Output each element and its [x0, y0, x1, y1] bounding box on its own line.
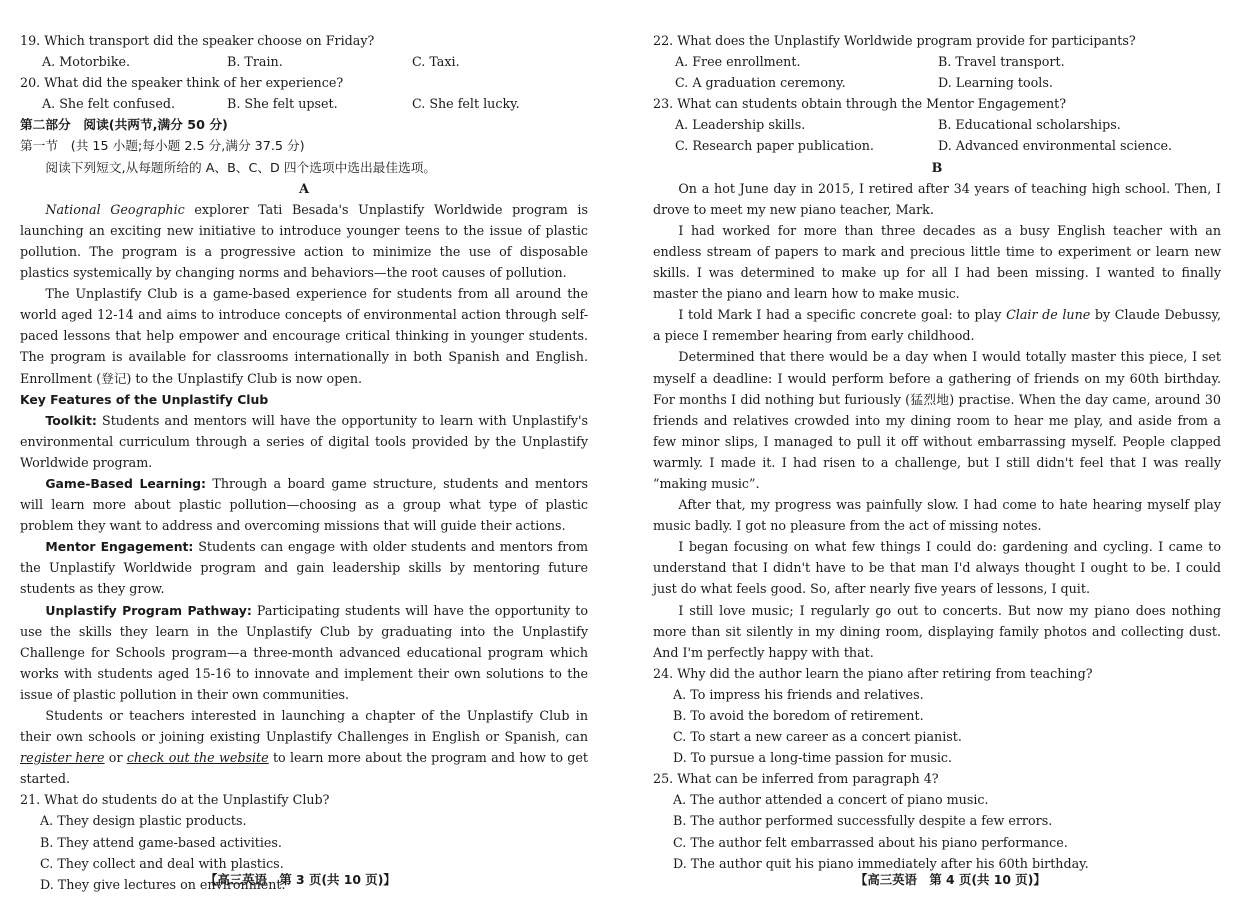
- question-22-options-row-2: [653, 72, 1221, 93]
- feature-text: Participating students will have the opportunity to use the skills they learn in the Unplastify Club by graduating into the Unplastify Challenge for Schools program—a three-month advanced educational program which works with students aged 15-16 to innovate and implement their own solutions to the issue of plastic pollution in their own communities.: [20, 602, 588, 702]
- passage-a-paragraph-1: [20, 199, 588, 283]
- question-22-options-row-1: [653, 51, 1221, 72]
- right-page: [653, 30, 1221, 874]
- paragraph-text: I told Mark I had a specific concrete goal: to play: [678, 307, 1007, 323]
- option-d: D. Advanced environmental science.: [938, 138, 1172, 154]
- key-features-heading: Key Features of the Unplastify Club: [20, 391, 269, 407]
- feature-game-based-learning: [20, 473, 588, 536]
- option-c: C. She felt lucky.: [412, 96, 520, 112]
- closing-text: to learn more about the program and how to get started.: [20, 750, 588, 787]
- register-here-link[interactable]: register here: [20, 750, 105, 766]
- question-23-options-row-1: [653, 114, 1221, 135]
- passage-a-label: A: [299, 180, 309, 196]
- option-a: A. The author attended a concert of piano music.: [673, 792, 989, 808]
- option-d: D. Learning tools.: [938, 75, 1053, 91]
- option-c: C. To start a new career as a concert pianist.: [673, 729, 962, 745]
- question-20-stem: 20. What did the speaker think of her experience?: [20, 75, 344, 91]
- left-page: [20, 30, 588, 895]
- question-19-stem: 19. Which transport did the speaker choose on Friday?: [20, 33, 375, 48]
- question-21-stem: 21. What do students do at the Unplastify Club?: [20, 792, 330, 808]
- feature-program-pathway: [20, 600, 588, 705]
- question-22-stem: 22. What does the Unplastify Worldwide program provide for participants?: [653, 33, 1136, 48]
- feature-toolkit: [20, 410, 588, 473]
- feature-text: Students and mentors will have the opportunity to learn with Unplastify's environmental curriculum through a series of digital tools provided by the Unplastify Worldwide program.: [20, 412, 588, 470]
- feature-label: Unplastify Program Pathway:: [45, 602, 252, 618]
- option-d: D. The author quit his piano immediately after his 60th birthday.: [673, 855, 1089, 871]
- passage-b-label: B: [931, 159, 943, 175]
- paragraph-text: explorer Tati Besada's Unplastify Worldwide program is launching an exciting new initiative to introduce younger teens to the issue of plastic pollution. The program is a progressive action to minimize the use of disposable plastics systemically by changing norms and behaviors—the root causes of pollution.: [20, 201, 588, 281]
- option-c: C. A graduation ceremony.: [675, 75, 846, 91]
- option-b: B. The author performed successfully despite a few errors.: [673, 813, 1053, 829]
- option-c: C. The author felt embarrassed about his piano performance.: [673, 834, 1068, 850]
- option-a: A. Leadership skills.: [675, 117, 806, 133]
- feature-label: Toolkit:: [45, 412, 97, 428]
- section-one-heading: 第一节 (共 15 小题;每小题 2.5 分,满分 37.5 分): [20, 138, 305, 154]
- option-b: B. Train.: [227, 54, 283, 70]
- part-two-heading: 第二部分 阅读(共两节,满分 50 分): [20, 117, 228, 133]
- option-a: A. Free enrollment.: [675, 54, 801, 70]
- question-23-stem: 23. What can students obtain through the Mentor Engagement?: [653, 96, 1067, 112]
- option-b: B. She felt upset.: [227, 96, 338, 112]
- option-b: B. Educational scholarships.: [938, 117, 1121, 133]
- option-b: B. They attend game-based activities.: [40, 834, 282, 850]
- song-title: Clair de lune: [1006, 307, 1091, 323]
- feature-text: Through a board game structure, students and mentors will learn more about plastic pollution—choosing as a group what type of plastic problem they want to address and overcoming missions that will guide their actions.: [20, 475, 588, 534]
- feature-label: Mentor Engagement:: [45, 539, 194, 555]
- option-d: D. They give lectures on environment.: [40, 876, 286, 892]
- option-a: A. To impress his friends and relatives.: [673, 686, 924, 702]
- option-a: A. They design plastic products.: [40, 813, 247, 829]
- reading-instruction: 阅读下列短文,从每题所给的 A、B、C、D 四个选项中选出最佳选项。: [45, 159, 437, 175]
- option-a: A. She felt confused.: [42, 96, 175, 112]
- question-25-stem: 25. What can be inferred from paragraph 4?: [653, 771, 939, 787]
- passage-b-paragraph-3: [653, 304, 1221, 346]
- option-a: A. Motorbike.: [42, 54, 131, 70]
- passage-a-paragraph-2: The Unplastify Club is a game-based experience for students from all around the world aged 12-14 and aims to introduce concepts of environmental action through self-paced lessons that help empower and encourage critical thinking in younger students. The program is available for classrooms internationally in both Spanish and English. Enrollment (登记) to the Unplastify Club is now open.: [20, 286, 588, 386]
- website-link[interactable]: check out the website: [126, 750, 269, 766]
- paragraph-text: by Claude Debussy, a piece I remember hearing from early childhood.: [653, 307, 1221, 344]
- option-c: C. Taxi.: [412, 54, 460, 70]
- option-b: B. To avoid the boredom of retirement.: [673, 708, 924, 723]
- closing-text: Students or teachers interested in launching a chapter of the Unplastify Club in their own schools or joining existing Unplastify Challenges in English or Spanish, can: [20, 708, 588, 745]
- feature-mentor-engagement: [20, 536, 588, 599]
- magazine-name: National Geographic: [45, 201, 185, 217]
- passage-b-paragraph-7: I still love music; I regularly go out to concerts. But now my piano does nothing more than sit silently in my dining room, displaying family photos and collecting dust. And I'm perfectly happy with that.: [653, 602, 1221, 660]
- feature-text: Students can engage with older students and mentors from the Unplastify Worldwide program and gain leadership skills by mentoring future students as they grow.: [20, 539, 588, 597]
- page-footer-right: 【高三英语 第 4 页(共 10 页)】: [855, 872, 1046, 887]
- passage-b-paragraph-6: I began focusing on what few things I could do: gardening and cycling. I came to understand that I didn't have to be that man I'd always thought I ought to be. I could just do what feels good. So, after nearly five years of lessons, I quit.: [653, 539, 1221, 597]
- passage-b-paragraph-5: After that, my progress was painfully slow. I had come to hate hearing myself play music badly. I got no pleasure from the act of missing notes.: [653, 497, 1221, 534]
- option-b: B. Travel transport.: [938, 54, 1065, 70]
- option-c: C. They collect and deal with plastics.: [40, 855, 284, 871]
- passage-b-paragraph-2: I had worked for more than three decades as a busy English teacher with an endless stream of papers to mark and precious little time to experiment or learn new skills. I was determined to make up for all I had been missing. I wanted to finally master the piano and learn how to make music.: [653, 222, 1221, 302]
- feature-label: Game-Based Learning:: [45, 475, 206, 491]
- question-19-options: [20, 51, 588, 72]
- option-d: D. To pursue a long-time passion for music.: [673, 750, 953, 766]
- option-c: C. Research paper publication.: [675, 138, 874, 154]
- question-20-options: [20, 93, 588, 114]
- question-23-options-row-2: [653, 135, 1221, 156]
- passage-b-paragraph-4: Determined that there would be a day when I would totally master this piece, I set myself a deadline: I would perform before a gathering of friends on my 60th birthday. For months I did nothing but furiously (猛烈地) practise. When the day came, around 30 friends and relatives crowded into my dining room to hear me play, and aside from a few minor slips, I managed to pull it off without embarrassing myself. People clapped warmly. I made it. I had risen to a challenge, but I still didn't feel that I was really “making music”.: [653, 349, 1221, 491]
- question-24-stem: 24. Why did the author learn the piano after retiring from teaching?: [653, 665, 1093, 681]
- closing-text: or: [104, 750, 127, 766]
- page-footer-left: 【高三英语 第 3 页(共 10 页)】: [205, 872, 396, 887]
- passage-a-closing: [20, 705, 588, 789]
- passage-b-paragraph-1: On a hot June day in 2015, I retired after 34 years of teaching high school. Then, I drove to meet my new piano teacher, Mark.: [653, 180, 1221, 217]
